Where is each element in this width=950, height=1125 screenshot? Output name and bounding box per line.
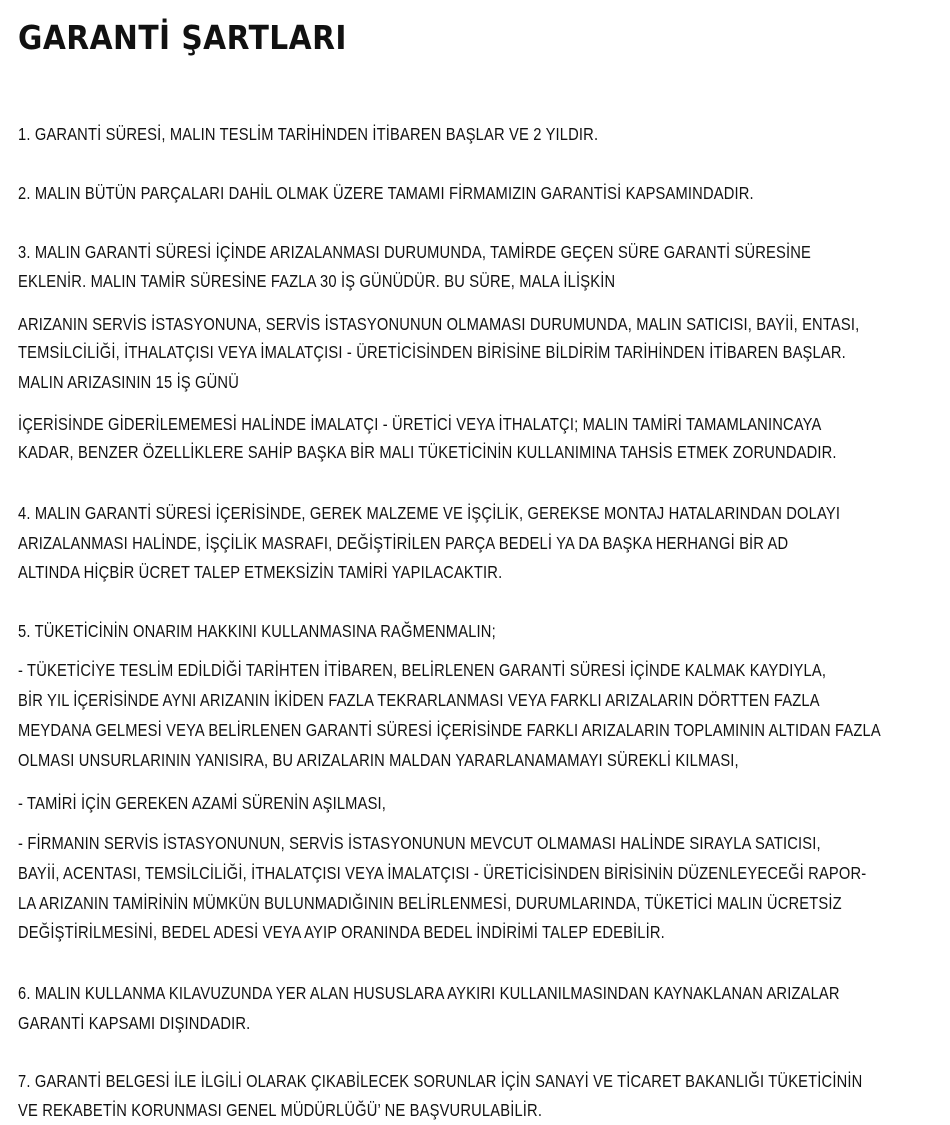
paragraph-line: İÇERİSİNDE GİDERİLEMEMESİ HALİNDE İMALATÇI - ÜRETİCİ VEYA İTHALATÇI; MALIN TAMİRİ TAMAMLANINCAYA [18,414,822,434]
paragraph-line: ALTINDA HİÇBİR ÜCRET TALEP ETMEKSİZİN TAMİRİ YAPILACAKTIR. [18,562,503,582]
paragraph-line: EKLENİR. MALIN TAMİR SÜRESİNE FAZLA 30 İŞ GÜNÜDÜR. BU SÜRE, MALA İLİŞKİN [18,271,616,291]
paragraph-line: VE REKABETİN KORUNMASI GENEL MÜDÜRLÜĞÜ’ NE BAŞVURULABİLİR. [18,1100,543,1120]
paragraph-line: 2. MALIN BÜTÜN PARÇALARI DAHİL OLMAK ÜZERE TAMAMI FİRMAMIZIN GARANTİSİ KAPSAMINDADIR. [18,183,754,203]
paragraph-line: 1. GARANTİ SÜRESİ, MALIN TESLİM TARİHİNDEN İTİBAREN BAŞLAR VE 2 YILDIR. [18,124,599,144]
paragraph-line: - FİRMANIN SERVİS İSTASYONUNUN, SERVİS İSTASYONUNUN MEVCUT OLMAMASI HALİNDE SIRAYLA SATICISI, [18,833,821,853]
page-title: GARANTİ ŞARTLARI [18,18,347,57]
paragraph-line: MALIN ARIZASININ 15 İŞ GÜNÜ [18,372,240,392]
paragraph-line: MEYDANA GELMESİ VEYA BELİRLENEN GARANTİ SÜRESİ İÇERİSİNDE FARKLI ARIZALARIN TOPLAMININ ALTIDAN FAZLA [18,720,881,740]
paragraph-line: 6. MALIN KULLANMA KILAVUZUNDA YER ALAN HUSUSLARA AYKIRI KULLANILMASINDAN KAYNAKLANAN ARIZALAR [18,983,840,1003]
paragraph-line: DEĞİŞTİRİLMESİNİ, BEDEL ADESİ VEYA AYIP ORANINDA BEDEL İNDİRİMİ TALEP EDEBİLİR. [18,922,665,942]
paragraph-line: BİR YIL İÇERİSİNDE AYNI ARIZANIN İKİDEN FAZLA TEKRARLANMASI VEYA FARKLI ARIZALARIN DÖRTTEN FAZLA [18,690,820,710]
paragraph-line: 5. TÜKETİCİNİN ONARIM HAKKINI KULLANMASINA RAĞMENMALIN; [18,621,496,641]
paragraph-line: GARANTİ KAPSAMI DIŞINDADIR. [18,1013,251,1033]
paragraph-line: OLMASI UNSURLARININ YANISIRA, BU ARIZALARIN MALDAN YARARLANAMAMAYI SÜREKLİ KILMASI, [18,750,739,770]
paragraph-line: BAYİİ, ACENTASI, TEMSİLCİLİĞİ, İTHALATÇISI VEYA İMALATÇISI - ÜRETİCİSİNDEN BİRİSİNİN DÜZENLEYECEĞİ RAPOR- [18,863,867,883]
paragraph-line: KADAR, BENZER ÖZELLİKLERE SAHİP BAŞKA BİR MALI TÜKETİCİNİN KULLANIMINA TAHSİS ETMEK ZORUNDADIR. [18,442,837,462]
paragraph-line: - TÜKETİCİYE TESLİM EDİLDİĞİ TARİHTEN İTİBAREN, BELİRLENEN GARANTİ SÜRESİ İÇİNDE KALMAK KAYDIYLA, [18,660,827,680]
paragraph-line: 3. MALIN GARANTİ SÜRESİ İÇİNDE ARIZALANMASI DURUMUNDA, TAMİRDE GEÇEN SÜRE GARANTİ SÜRESİNE [18,242,811,262]
paragraph-line: 7. GARANTİ BELGESİ İLE İLGİLİ OLARAK ÇIKABİLECEK SORUNLAR İÇİN SANAYİ VE TİCARET BAKANLIĞI TÜKETİCİNİN [18,1071,863,1091]
paragraph-line: 4. MALIN GARANTİ SÜRESİ İÇERİSİNDE, GEREK MALZEME VE İŞÇİLİK, GEREKSE MONTAJ HATALARINDAN DOLAYI [18,503,841,523]
paragraph-line: LA ARIZANIN TAMİRİNİN MÜMKÜN BULUNMADIĞININ BELİRLENMESİ, DURUMLARINDA, TÜKETİCİ MALIN ÜCRETSİZ [18,893,842,913]
paragraph-line: - TAMİRİ İÇİN GEREKEN AZAMİ SÜRENİN AŞILMASI, [18,793,387,813]
paragraph-line: TEMSİLCİLİĞİ, İTHALATÇISI VEYA İMALATÇISI - ÜRETİCİSİNDEN BİRİSİNE BİLDİRİM TARİHİNDEN İTİBAREN BAŞLAR. [18,342,846,362]
paragraph-line: ARIZANIN SERVİS İSTASYONUNA, SERVİS İSTASYONUNUN OLMAMASI DURUMUNDA, MALIN SATICISI, BAYİİ, ENTASI, [18,314,860,334]
paragraph-line: ARIZALANMASI HALİNDE, İŞÇİLİK MASRAFI, DEĞİŞTİRİLEN PARÇA BEDELİ YA DA BAŞKA HERHANGİ BİR AD [18,533,789,553]
